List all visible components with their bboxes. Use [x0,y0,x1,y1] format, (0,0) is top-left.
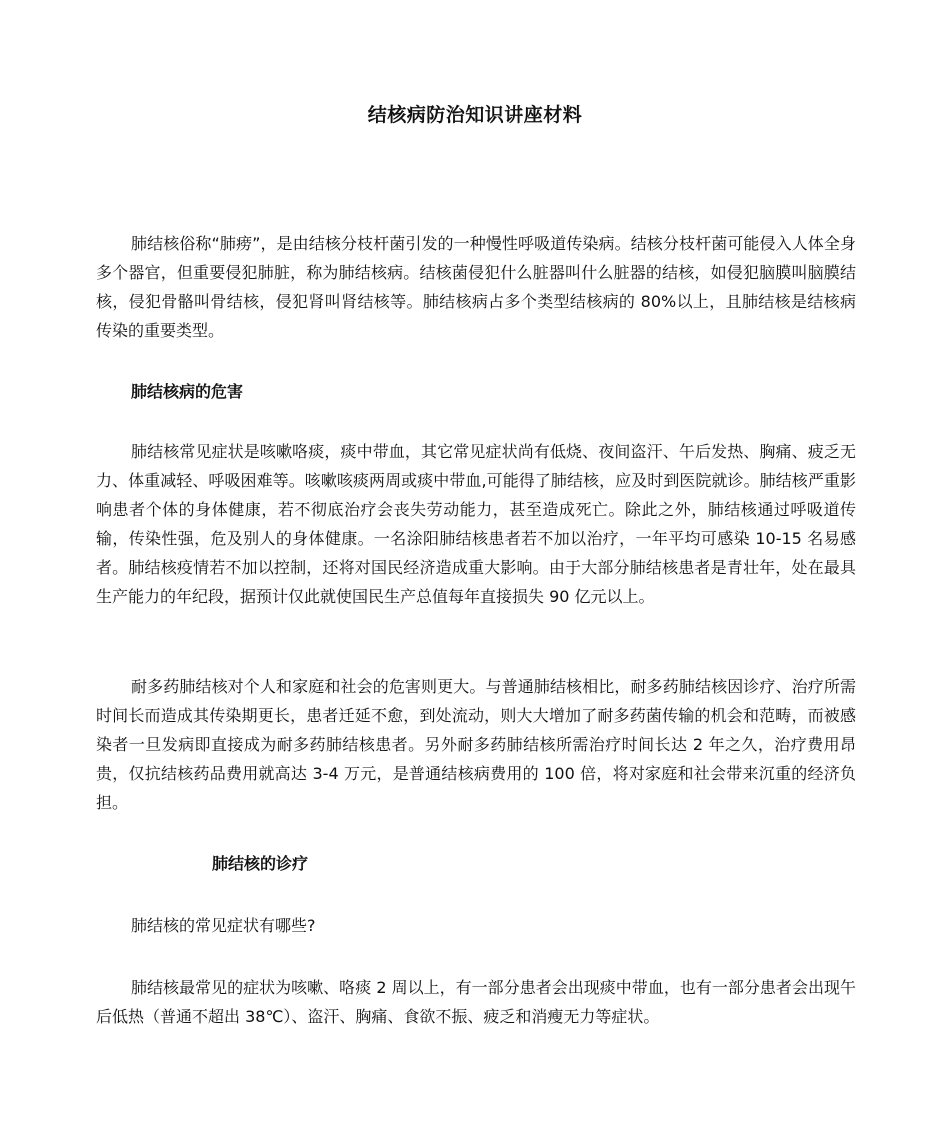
harm-paragraph-2: 耐多药肺结核对个人和家庭和社会的危害则更大。与普通肺结核相比，耐多药肺结核因诊疗、治疗所需时间长而造成其传染期更长，患者迁延不愈，到处流动，则大大增加了耐多药菌传输的机会和范畴，而被感染者一旦发病即直接成为耐多药肺结核患者。另外耐多药肺结核所需治疗时间长达 2 年之久，治疗费用昂贵，仅抗结核药品费用就高达 3-4 万元，是普通结核病费用的 100 倍，将对家庭和社会带来沉重的经济负担。 [96,677,856,812]
section-heading-harm: 肺结核病的危害 [131,382,244,401]
intro-paragraph: 肺结核俗称“肺痨”，是由结核分枝杆菌引发的一种慢性呼吸道传染病。结核分枝杆菌可能侵入人体全身多个器官，但重要侵犯肺脏，称为肺结核病。结核菌侵犯什么脏器叫什么脏器的结核，如侵犯脑膜叫脑膜结核，侵犯骨骼叫骨结核，侵犯肾叫肾结核等。肺结核病占多个类型结核病的 80%以上，且肺结核是结核病传染的重要类型。 [96,234,856,340]
section-heading-diagnosis: 肺结核的诊疗 [212,854,309,873]
harm-paragraph-1: 肺结核常见症状是咳嗽咯痰，痰中带血，其它常见症状尚有低烧、夜间盗汗、午后发热、胸痛、疲乏无力、体重减轻、呼吸困难等。咳嗽咳痰两周或痰中带血,可能得了肺结核，应及时到医院就诊。肺结核严重影响患者个体的身体健康，若不彻底治疗会丧失劳动能力，甚至造成死亡。除此之外，肺结核通过呼吸道传输，传染性强，危及别人的身体健康。一名涂阳肺结核患者若不加以治疗，一年平均可感染 10-15 名易感者。肺结核疫情若不加以控制，还将对国民经济造成重大影响。由于大部分肺结核患者是青壮年，处在最具生产能力的年纪段，据预计仅此就使国民生产总值每年直接损失 90 亿元以上。 [96,442,856,606]
diagnosis-answer: 肺结核最常见的症状为咳嗽、咯痰 2 周以上，有一部分患者会出现痰中带血，也有一部分患者会出现午后低热（普通不超出 38℃）、盗汗、胸痛、食欲不振、疲乏和消瘦无力等症状。 [96,978,856,1026]
document-title: 结核病防治知识讲座材料 [367,104,583,126]
diagnosis-question: 肺结核的常见症状有哪些? [131,916,316,935]
